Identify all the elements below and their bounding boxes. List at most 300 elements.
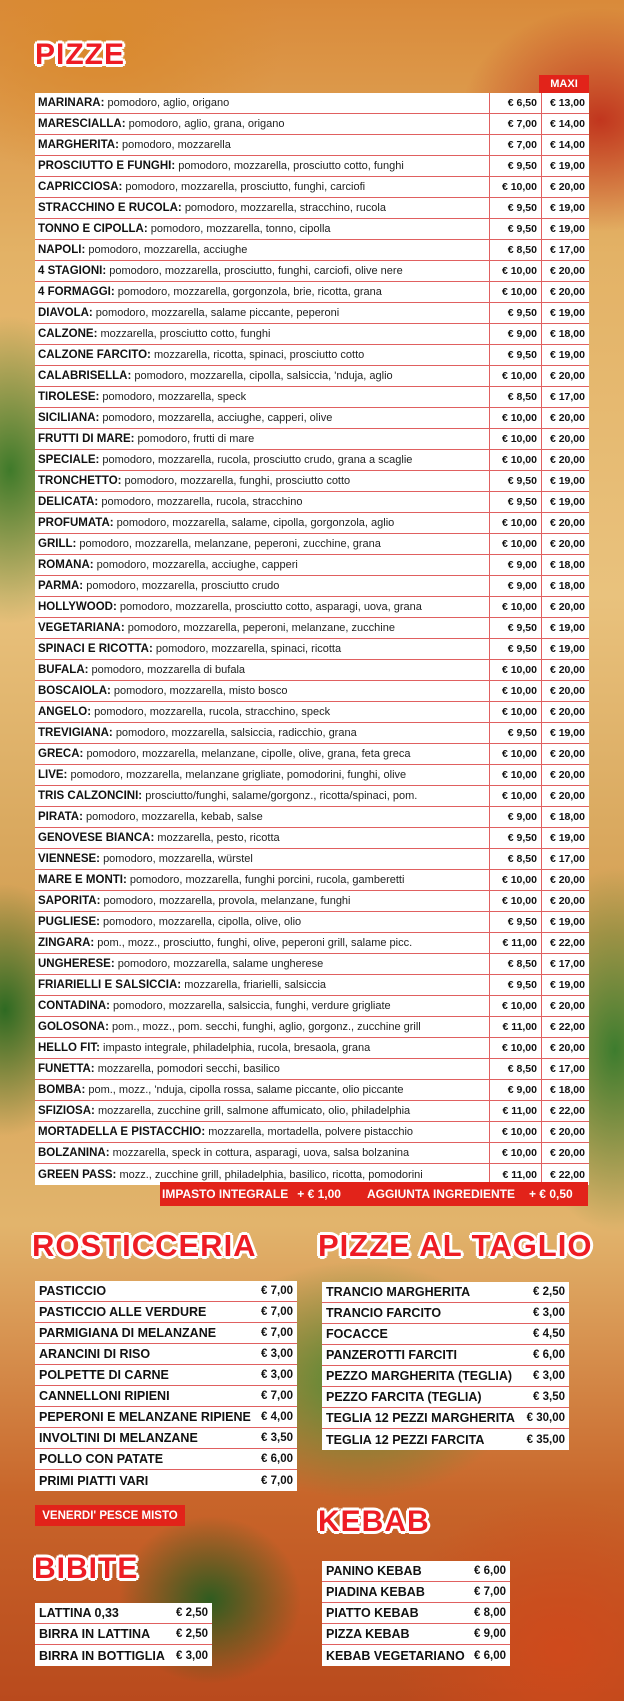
- pizza-item: [35, 937, 489, 949]
- pizza-item: [35, 1000, 489, 1012]
- pizza-maxi-price: € 20,00: [541, 177, 589, 197]
- pizza-maxi-price: € 19,00: [541, 618, 589, 638]
- pizza-name: PUGLIESE:: [38, 916, 100, 928]
- aggiunta-ingrediente-price: + € 0,50: [528, 1187, 573, 1201]
- pizza-price: € 8,50: [489, 954, 541, 974]
- pizza-ingredients: pomodoro, mozzarella, salame, cipolla, gorgonzola, aglio: [116, 517, 395, 529]
- pizza-row: [35, 807, 589, 828]
- pizza-row: [35, 1080, 589, 1101]
- pizza-price: € 10,00: [489, 765, 541, 785]
- pizza-price: € 10,00: [489, 681, 541, 701]
- pizza-maxi-price: € 19,00: [541, 492, 589, 512]
- pizza-maxi-price: € 18,00: [541, 324, 589, 344]
- pizza-name: PARMA:: [38, 580, 84, 592]
- rosticceria-item: [35, 1344, 297, 1365]
- pizza-row: [35, 534, 589, 555]
- pizza-ingredients: mozzarella, ricotta, spinaci, prosciutto cotto: [153, 349, 365, 361]
- pizza-price: € 10,00: [489, 1122, 541, 1142]
- pizza-ingredients: mozzarella, zucchine grill, salmone affumicato, olio, philadelphia: [97, 1105, 411, 1117]
- pizza-item: [35, 895, 489, 907]
- pizza-item: [35, 1063, 489, 1075]
- pizza-name: BUFALA:: [38, 664, 89, 676]
- pizza-item: [35, 559, 489, 571]
- pizza-maxi-price: € 19,00: [541, 198, 589, 218]
- pizza-item: [35, 853, 489, 865]
- pizza-ingredients: pom., mozz., pom. secchi, funghi, aglio, gorgonz., zucchine grill: [111, 1021, 421, 1033]
- pizza-ingredients: mozzarella, pomodori secchi, basilico: [97, 1063, 280, 1075]
- pizza-price: € 6,50: [489, 93, 541, 113]
- taglio-item: [322, 1387, 569, 1408]
- pizza-maxi-price: € 13,00: [541, 93, 589, 113]
- pizza-row: [35, 681, 589, 702]
- pizza-item: [35, 874, 489, 886]
- pizza-maxi-price: € 19,00: [541, 723, 589, 743]
- pizza-ingredients: pomodoro, mozzarella, provola, melanzane, funghi: [103, 895, 351, 907]
- taglio-item-price: € 6,00: [533, 1349, 565, 1361]
- pizza-row: [35, 303, 589, 324]
- pizza-maxi-price: € 17,00: [541, 387, 589, 407]
- pizza-name: FRUTTI DI MARE:: [38, 433, 135, 445]
- rosticceria-item-price: € 3,00: [261, 1369, 293, 1381]
- pizza-row: [35, 576, 589, 597]
- pizza-price: € 10,00: [489, 261, 541, 281]
- pizza-price: € 7,00: [489, 135, 541, 155]
- kebab-item-name: KEBAB VEGETARIANO: [326, 1648, 465, 1663]
- pizza-price: € 9,50: [489, 492, 541, 512]
- pizza-name: GRECA:: [38, 748, 84, 760]
- pizza-ingredients: pomodoro, mozzarella, prosciutto cotto, funghi: [178, 160, 404, 172]
- pizza-name: MARGHERITA:: [38, 139, 119, 151]
- pizza-ingredients: pomodoro, mozzarella, rucola, stracchino: [101, 496, 303, 508]
- pizza-item: [35, 496, 489, 508]
- pizza-maxi-price: € 20,00: [541, 786, 589, 806]
- pizza-item: [35, 706, 489, 718]
- pizza-name: BOLZANINA:: [38, 1147, 110, 1159]
- pizza-row: [35, 177, 589, 198]
- pizza-maxi-price: € 19,00: [541, 219, 589, 239]
- pizza-row: [35, 639, 589, 660]
- pizza-ingredients: pomodoro, mozzarella, rucola, stracchino, speck: [94, 706, 331, 718]
- pizza-row: [35, 1101, 589, 1122]
- taglio-item-name: PANZEROTTI FARCITI: [326, 1348, 458, 1362]
- pizza-price: € 10,00: [489, 177, 541, 197]
- pizza-price: € 10,00: [489, 786, 541, 806]
- taglio-item-name: FOCACCE: [326, 1327, 388, 1341]
- pizza-ingredients: pomodoro, mozzarella, salame piccante, peperoni: [95, 307, 340, 319]
- pizza-item: [35, 286, 489, 298]
- pizza-maxi-price: € 19,00: [541, 471, 589, 491]
- rosticceria-item-price: € 6,00: [261, 1453, 293, 1465]
- pizza-maxi-price: € 20,00: [541, 282, 589, 302]
- pizza-price: € 10,00: [489, 702, 541, 722]
- pizza-ingredients: pomodoro, mozzarella, würstel: [103, 853, 253, 865]
- rosticceria-item-price: € 7,00: [261, 1474, 293, 1487]
- pizza-maxi-price: € 20,00: [541, 261, 589, 281]
- rosticceria-item-name: PRIMI PIATTI VARI: [39, 1473, 149, 1488]
- pizza-ingredients: pomodoro, mozzarella, salsiccia, funghi, verdure grigliate: [113, 1000, 391, 1012]
- pizza-maxi-price: € 20,00: [541, 450, 589, 470]
- pizza-item: [35, 1126, 489, 1138]
- pizza-maxi-price: € 20,00: [541, 702, 589, 722]
- pizza-item: [35, 412, 489, 424]
- pizza-price: € 10,00: [489, 870, 541, 890]
- pizza-row: [35, 555, 589, 576]
- pizza-item: [35, 160, 489, 172]
- pizza-name: GREEN PASS:: [38, 1168, 117, 1181]
- pizza-name: SPECIALE:: [38, 454, 100, 466]
- pizza-name: LIVE:: [38, 769, 68, 781]
- pizza-price: € 10,00: [489, 282, 541, 302]
- pizza-maxi-price: € 18,00: [541, 1080, 589, 1100]
- pizza-maxi-price: € 20,00: [541, 1143, 589, 1163]
- pizza-ingredients: pomodoro, mozzarella, prosciutto crudo: [86, 580, 280, 592]
- rosticceria-item-price: € 7,00: [261, 1285, 293, 1297]
- taglio-item-price: € 3,50: [533, 1391, 565, 1403]
- pizza-item: [35, 958, 489, 970]
- pizza-row: [35, 198, 589, 219]
- pizza-price: € 11,00: [489, 1017, 541, 1037]
- pizza-name: MARESCIALLA:: [38, 118, 126, 130]
- pizza-name: SICILIANA:: [38, 412, 100, 424]
- pizza-price: € 11,00: [489, 1164, 541, 1185]
- pizza-price: € 11,00: [489, 933, 541, 953]
- pizza-name: 4 FORMAGGI:: [38, 286, 115, 298]
- taglio-item-name: TEGLIA 12 PEZZI MARGHERITA: [326, 1411, 515, 1425]
- pizza-ingredients: pomodoro, mozzarella, misto bosco: [113, 685, 288, 697]
- pizza-ingredients: pomodoro, mozzarella, prosciutto, funghi, carciofi, olive nere: [109, 265, 403, 277]
- taglio-item-price: € 4,50: [533, 1328, 565, 1340]
- pizza-name: CALZONE FARCITO:: [38, 349, 151, 361]
- kebab-item: [322, 1561, 510, 1582]
- pizza-price: € 10,00: [489, 366, 541, 386]
- pizza-row: [35, 366, 589, 387]
- extras-strip: [160, 1182, 588, 1206]
- pizza-maxi-price: € 22,00: [541, 1164, 589, 1185]
- pizza-row: [35, 891, 589, 912]
- pizza-ingredients: pomodoro, mozzarella, melanzane grigliate, pomodorini, funghi, olive: [70, 769, 407, 781]
- rosticceria-list: [35, 1281, 297, 1491]
- rosticceria-item-name: ARANCINI DI RISO: [39, 1347, 151, 1361]
- rosticceria-item-price: € 7,00: [261, 1306, 293, 1318]
- pizza-maxi-price: € 20,00: [541, 870, 589, 890]
- pizza-ingredients: pomodoro, mozzarella, funghi, prosciutto cotto: [124, 475, 351, 487]
- bibite-item: [35, 1645, 212, 1666]
- pizza-row: [35, 345, 589, 366]
- rosticceria-item-price: € 7,00: [261, 1390, 293, 1402]
- pizza-ingredients: prosciutto/funghi, salame/gorgonz., ricotta/spinaci, pom.: [145, 790, 418, 802]
- pizza-item: [35, 1147, 489, 1159]
- pizza-item: [35, 580, 489, 592]
- pizza-row: [35, 702, 589, 723]
- pizza-row: [35, 450, 589, 471]
- pizza-price: € 9,00: [489, 1080, 541, 1100]
- pizza-item: [35, 181, 489, 193]
- pizza-maxi-price: € 20,00: [541, 744, 589, 764]
- kebab-item-price: € 9,00: [474, 1628, 506, 1640]
- pizza-item: [35, 832, 489, 844]
- pizza-price: € 11,00: [489, 1101, 541, 1121]
- pizza-price: € 9,50: [489, 723, 541, 743]
- impasto-integrale-price: + € 1,00: [297, 1187, 341, 1201]
- pizza-name: CONTADINA:: [38, 1000, 110, 1012]
- pizza-maxi-price: € 20,00: [541, 1038, 589, 1058]
- maxi-column-header: MAXI: [539, 75, 589, 93]
- rosticceria-item: [35, 1302, 297, 1323]
- pizza-price: € 9,50: [489, 345, 541, 365]
- pizza-row: [35, 1122, 589, 1143]
- pizza-item: [35, 538, 489, 550]
- pizza-ingredients: pomodoro, mozzarella, funghi porcini, rucola, gamberetti: [129, 874, 405, 886]
- pizza-price: € 10,00: [489, 660, 541, 680]
- pizza-name: TRONCHETTO:: [38, 475, 122, 487]
- pizza-maxi-price: € 22,00: [541, 1017, 589, 1037]
- pizza-price: € 9,50: [489, 912, 541, 932]
- kebab-item-price: € 6,00: [474, 1565, 506, 1577]
- pizza-item: [35, 370, 489, 382]
- kebab-item-name: PIZZA KEBAB: [326, 1627, 410, 1641]
- taglio-item: [322, 1366, 569, 1387]
- aggiunta-ingrediente-label: AGGIUNTA INGREDIENTE: [366, 1187, 515, 1201]
- pizza-maxi-price: € 20,00: [541, 1122, 589, 1142]
- pizza-item: [35, 601, 489, 613]
- pizza-price: € 10,00: [489, 513, 541, 533]
- pizza-row: [35, 282, 589, 303]
- pizza-item: [35, 1084, 489, 1096]
- pizza-price: € 9,00: [489, 807, 541, 827]
- pizza-ingredients: pomodoro, mozzarella, prosciutto cotto, asparagi, uova, grana: [119, 601, 422, 613]
- taglio-item-price: € 3,00: [533, 1307, 565, 1319]
- pizza-name: BOMBA:: [38, 1084, 86, 1096]
- pizza-row: [35, 114, 589, 135]
- pizza-row: [35, 870, 589, 891]
- bibite-item: [35, 1624, 212, 1645]
- pizza-name: ZINGARA:: [38, 937, 95, 949]
- taglio-item-price: € 35,00: [526, 1433, 565, 1446]
- pizza-ingredients: pomodoro, mozzarella, kebab, salse: [86, 811, 263, 823]
- taglio-item-price: € 3,00: [533, 1370, 565, 1382]
- pizze-al-taglio-list: [322, 1282, 569, 1450]
- taglio-item-price: € 2,50: [533, 1286, 565, 1298]
- pizza-name: TRIS CALZONCINI:: [38, 790, 143, 802]
- pizza-price: € 10,00: [489, 1038, 541, 1058]
- pizza-maxi-price: € 17,00: [541, 240, 589, 260]
- pizza-row: [35, 1038, 589, 1059]
- pizza-item: [35, 685, 489, 697]
- pizza-ingredients: pomodoro, aglio, grana, origano: [128, 118, 285, 130]
- pizza-item: [35, 475, 489, 487]
- rosticceria-item: [35, 1386, 297, 1407]
- pizza-item: [35, 517, 489, 529]
- rosticceria-item-name: POLPETTE DI CARNE: [39, 1368, 169, 1382]
- pizza-item: [35, 433, 489, 445]
- rosticceria-item: [35, 1428, 297, 1449]
- pizza-ingredients: pomodoro, mozzarella, cipolla, salsiccia, 'nduja, aglio: [134, 370, 393, 382]
- pizza-item: [35, 979, 489, 991]
- rosticceria-item-name: PARMIGIANA DI MELANZANE: [39, 1326, 217, 1340]
- kebab-item-name: PIATTO KEBAB: [326, 1606, 419, 1620]
- rosticceria-title: ROSTICCERIA: [32, 1228, 257, 1263]
- pizza-ingredients: mozzarella, prosciutto cotto, funghi: [100, 328, 271, 340]
- pizza-ingredients: pomodoro, mozzarella, spinaci, ricotta: [155, 643, 342, 655]
- taglio-item: [322, 1303, 569, 1324]
- pizza-row: [35, 849, 589, 870]
- pizza-item: [35, 643, 489, 655]
- rosticceria-item: [35, 1281, 297, 1302]
- pizza-item: [35, 1105, 489, 1117]
- pizza-ingredients: mozzarella, speck in cottura, asparagi, uova, salsa bolzanina: [112, 1147, 410, 1159]
- pizza-name: PIRATA:: [38, 811, 83, 823]
- taglio-item-price: € 30,00: [526, 1412, 565, 1424]
- pizza-name: SFIZIOSA:: [38, 1105, 95, 1117]
- bibite-item-price: € 2,50: [176, 1607, 208, 1619]
- pizza-price: € 8,50: [489, 387, 541, 407]
- kebab-item-name: PIADINA KEBAB: [326, 1585, 425, 1599]
- taglio-item-name: TEGLIA 12 PEZZI FARCITA: [326, 1432, 485, 1447]
- kebab-item: [322, 1645, 510, 1666]
- taglio-item: [322, 1324, 569, 1345]
- rosticceria-item-name: INVOLTINI DI MELANZANE: [39, 1431, 198, 1445]
- pizza-ingredients: pomodoro, mozzarella, stracchino, rucola: [184, 202, 386, 214]
- pizza-item: [35, 118, 489, 130]
- pizza-row: [35, 219, 589, 240]
- pizza-ingredients: mozz., zucchine grill, philadelphia, basilico, ricotta, pomodorini: [119, 1168, 423, 1181]
- taglio-item: [322, 1345, 569, 1366]
- pizza-price: € 9,50: [489, 156, 541, 176]
- kebab-item: [322, 1582, 510, 1603]
- pizza-name: VIENNESE:: [38, 853, 100, 865]
- pizza-name: HOLLYWOOD:: [38, 601, 117, 613]
- pizza-ingredients: pomodoro, mozzarella, melanzane, cipolle, olive, grana, feta greca: [86, 748, 411, 760]
- taglio-item-name: TRANCIO FARCITO: [326, 1306, 442, 1320]
- pizza-price: € 9,00: [489, 324, 541, 344]
- pizza-ingredients: pom., mozz., 'nduja, cipolla rossa, salame piccante, olio piccante: [88, 1084, 404, 1096]
- pizza-row: [35, 765, 589, 786]
- pizza-maxi-price: € 20,00: [541, 660, 589, 680]
- pizza-price: € 9,50: [489, 639, 541, 659]
- pizza-price: € 10,00: [489, 996, 541, 1016]
- pizza-ingredients: pomodoro, mozzarella, peperoni, melanzane, zucchine: [127, 622, 395, 634]
- pizza-price: € 9,50: [489, 828, 541, 848]
- pizza-row: [35, 912, 589, 933]
- pizza-ingredients: pomodoro, mozzarella, salame ungherese: [117, 958, 324, 970]
- pizza-name: UNGHERESE:: [38, 958, 115, 970]
- pizza-row: [35, 261, 589, 282]
- taglio-item-name: TRANCIO MARGHERITA: [326, 1285, 471, 1299]
- pizza-price: € 10,00: [489, 408, 541, 428]
- pizza-ingredients: pomodoro, mozzarella, rucola, prosciutto crudo, grana a scaglie: [102, 454, 413, 466]
- pizza-name: VEGETARIANA:: [38, 622, 125, 634]
- pizza-row: [35, 828, 589, 849]
- pizza-name: TIROLESE:: [38, 391, 100, 403]
- pizza-ingredients: mozzarella, mortadella, polvere pistacchio: [208, 1126, 414, 1138]
- pizza-name: FRIARIELLI E SALSICCIA:: [38, 979, 182, 991]
- pizza-row: [35, 933, 589, 954]
- pizza-ingredients: mozzarella, friarielli, salsiccia: [184, 979, 327, 991]
- pizza-ingredients: pomodoro, mozzarella, tonno, cipolla: [150, 223, 331, 235]
- pizza-name: 4 STAGIONI:: [38, 265, 107, 277]
- pizza-item: [35, 916, 489, 928]
- rosticceria-item: [35, 1470, 297, 1491]
- pizza-row: [35, 408, 589, 429]
- pizza-row: [35, 93, 589, 114]
- pizza-ingredients: impasto integrale, philadelphia, rucola, bresaola, grana: [103, 1042, 371, 1054]
- pizza-ingredients: pomodoro, mozzarella, salsiccia, radicchio, grana: [115, 727, 357, 739]
- pizza-ingredients: pomodoro, mozzarella, acciughe, capperi: [96, 559, 298, 571]
- pizza-name: CALZONE:: [38, 328, 98, 340]
- pizza-name: MARE E MONTI:: [38, 874, 127, 886]
- pizza-row: [35, 744, 589, 765]
- bibite-item-name: BIRRA IN BOTTIGLIA: [39, 1648, 165, 1663]
- pizza-price: € 8,50: [489, 849, 541, 869]
- pizza-maxi-price: € 22,00: [541, 933, 589, 953]
- pizza-ingredients: pomodoro, aglio, origano: [107, 97, 230, 109]
- pizza-price: € 9,50: [489, 198, 541, 218]
- pizza-price: € 10,00: [489, 891, 541, 911]
- pizza-price: € 9,50: [489, 975, 541, 995]
- pizza-ingredients: pomodoro, mozzarella: [121, 139, 231, 151]
- rosticceria-item-name: CANNELLONI RIPIENI: [39, 1389, 170, 1403]
- pizza-maxi-price: € 19,00: [541, 303, 589, 323]
- rosticceria-item-name: PASTICCIO ALLE VERDURE: [39, 1305, 207, 1319]
- kebab-item: [322, 1603, 510, 1624]
- pizza-maxi-price: € 19,00: [541, 345, 589, 365]
- pizza-row: [35, 660, 589, 681]
- rosticceria-item-price: € 4,00: [261, 1411, 293, 1423]
- pizza-row: [35, 135, 589, 156]
- venerdi-pesce-badge: VENERDI' PESCE MISTO: [35, 1505, 185, 1526]
- bibite-item-name: LATTINA 0,33: [39, 1606, 119, 1620]
- pizza-price: € 10,00: [489, 1143, 541, 1163]
- impasto-integrale-label: IMPASTO INTEGRALE: [162, 1187, 289, 1201]
- pizza-item: [35, 391, 489, 403]
- pizza-item: [35, 454, 489, 466]
- pizza-name: TREVIGIANA:: [38, 727, 113, 739]
- pizza-item: [35, 622, 489, 634]
- kebab-item-price: € 6,00: [474, 1649, 506, 1662]
- pizza-name: MORTADELLA E PISTACCHIO:: [38, 1126, 206, 1138]
- kebab-item-name: PANINO KEBAB: [326, 1564, 422, 1578]
- pizza-name: TONNO E CIPOLLA:: [38, 223, 148, 235]
- pizza-row: [35, 156, 589, 177]
- pizza-ingredients: pomodoro, mozzarella di bufala: [91, 664, 246, 676]
- pizza-name: MARINARA:: [38, 97, 105, 109]
- pizza-price: € 9,50: [489, 471, 541, 491]
- pizza-name: DIAVOLA:: [38, 307, 93, 319]
- pizza-ingredients: pomodoro, mozzarella, prosciutto, funghi, carciofi: [125, 181, 366, 193]
- pizza-maxi-price: € 19,00: [541, 156, 589, 176]
- pizza-row: [35, 618, 589, 639]
- pizza-name: CAPRICCIOSA:: [38, 181, 123, 193]
- bibite-title: BIBITE: [34, 1552, 139, 1585]
- pizza-row: [35, 975, 589, 996]
- pizza-ingredients: pomodoro, mozzarella, cipolla, olive, olio: [103, 916, 302, 928]
- pizza-price: € 10,00: [489, 534, 541, 554]
- pizza-price: € 9,50: [489, 219, 541, 239]
- pizza-name: HELLO FIT:: [38, 1042, 100, 1054]
- pizza-item: [35, 811, 489, 823]
- pizza-item: [35, 307, 489, 319]
- rosticceria-item-price: € 3,00: [261, 1348, 293, 1360]
- pizza-name: PROFUMATA:: [38, 517, 114, 529]
- pizza-row: [35, 492, 589, 513]
- pizza-price: € 9,50: [489, 303, 541, 323]
- rosticceria-item: [35, 1323, 297, 1344]
- bibite-item-name: BIRRA IN LATTINA: [39, 1627, 151, 1641]
- pizza-ingredients: pomodoro, mozzarella, melanzane, peperoni, zucchine, grana: [79, 538, 381, 550]
- pizza-maxi-price: € 18,00: [541, 576, 589, 596]
- pizza-maxi-price: € 20,00: [541, 681, 589, 701]
- kebab-item-price: € 8,00: [474, 1607, 506, 1619]
